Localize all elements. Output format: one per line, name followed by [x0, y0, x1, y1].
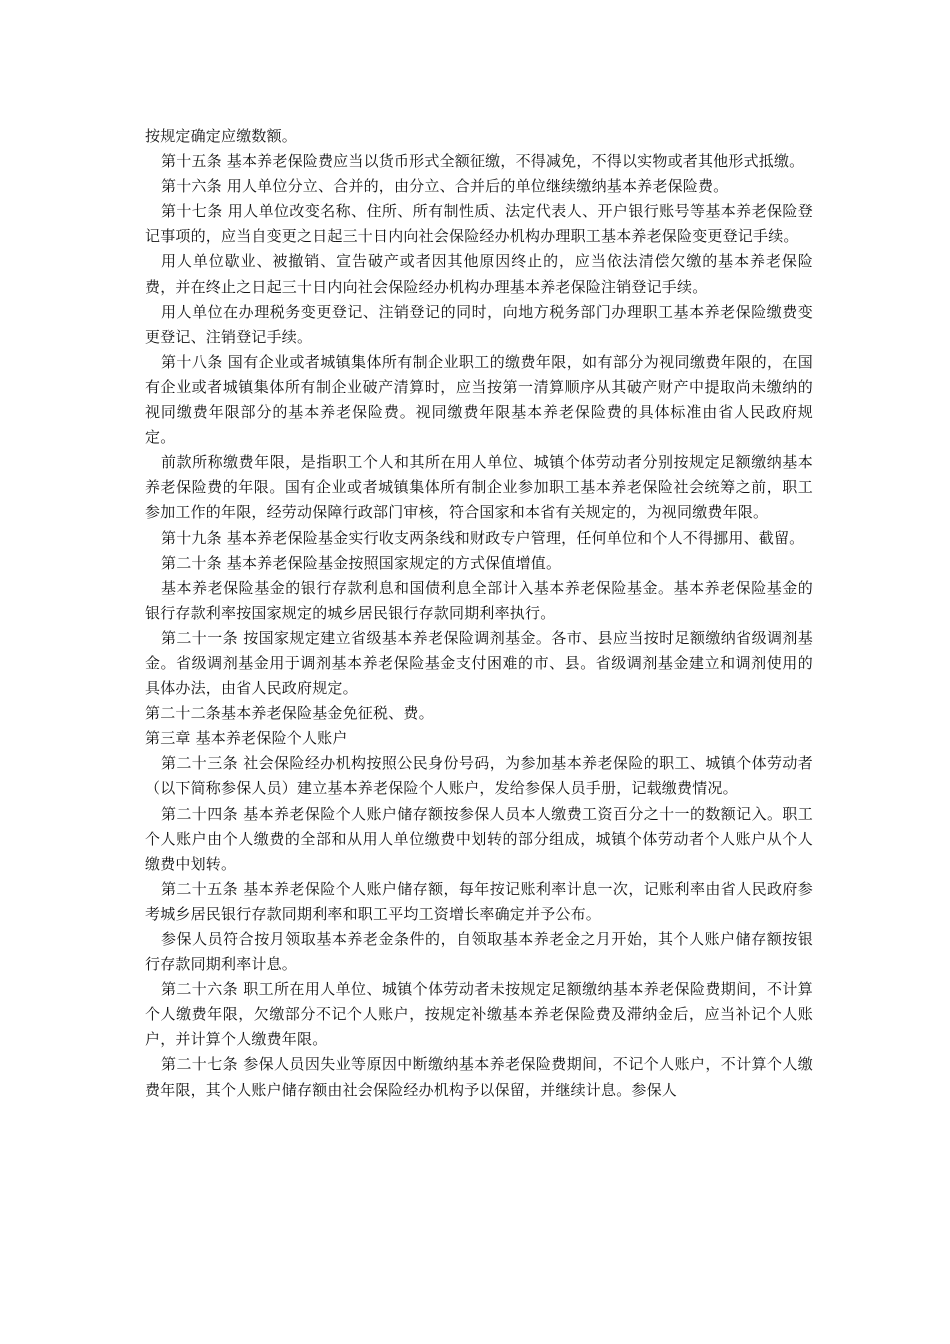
- article-16: 第十六条 用人单位分立、合并的，由分立、合并后的单位继续缴纳基本养老保险费。: [161, 177, 729, 196]
- article-27: 第二十七条 参保人员因失业等原因中断缴纳基本养老保险费期间，不记个人账户，不计算个人缴费年限，其个人账户储存额由社会保险经办机构予以保留，并继续计息。参保人: [145, 1055, 813, 1099]
- chapter-3-heading: 第三章 基本养老保险个人账户: [145, 729, 348, 748]
- article-19: 第十九条 基本养老保险基金实行收支两条线和财政专户管理，任何单位和个人不得挪用、截留。: [161, 528, 805, 547]
- article-17: 第十七条 用人单位改变名称、住所、所有制性质、法定代表人、开户银行账号等基本养老保险登记事项的，应当自变更之日起三十日内向社会保险经办机构办理职工基本养老保险变更登记手续。: [145, 202, 813, 246]
- article-18-para-2: 前款所称缴费年限，是指职工个人和其所在用人单位、城镇个体劳动者分别按规定足额缴纳基本养老保险费的年限。国有企业或者城镇集体所有制企业参加职工基本养老保险社会统筹之前，职工参加工作的年限，经劳动保障行政部门审核，符合国家和本省有关规定的，为视同缴费年限。: [145, 453, 813, 522]
- article-25-para-2: 参保人员符合按月领取基本养老金条件的，自领取基本养老金之月开始，其个人账户储存额按银行存款同期利率计息。: [145, 930, 813, 974]
- article-15: 第十五条 基本养老保险费应当以货币形式全额征缴，不得减免，不得以实物或者其他形式抵缴。: [161, 152, 805, 171]
- article-17-para-3: 用人单位在办理税务变更登记、注销登记的同时，向地方税务部门办理职工基本养老保险缴费变更登记、注销登记手续。: [145, 302, 813, 346]
- paragraph-continuation: 按规定确定应缴数额。: [145, 127, 298, 145]
- article-18: 第十八条 国有企业或者城镇集体所有制企业职工的缴费年限，如有部分为视同缴费年限的，在国有企业或者城镇集体所有制企业破产清算时，应当按第一清算顺序从其破产财产中提取尚未缴纳的视同缴费年限部分的基本养老保险费。视同缴费年限基本养老保险费的具体标准由省人民政府规定。: [145, 352, 813, 447]
- article-20-para-2: 基本养老保险基金的银行存款利息和国债利息全部计入基本养老保险基金。基本养老保险基金的银行存款利率按国家规定的城乡居民银行存款同期利率执行。: [145, 578, 813, 622]
- article-23: 第二十三条 社会保险经办机构按照公民身份号码，为参加基本养老保险的职工、城镇个体劳动者（以下简称参保人员）建立基本养老保险个人账户，发给参保人员手册，记载缴费情况。: [145, 754, 813, 798]
- document-page: [145, 124, 813, 1103]
- article-20: 第二十条 基本养老保险基金按照国家规定的方式保值增值。: [161, 553, 562, 572]
- article-26: 第二十六条 职工所在用人单位、城镇个体劳动者未按规定足额缴纳基本养老保险费期间，不计算个人缴费年限，欠缴部分不记个人账户，按规定补缴基本养老保险费及滞纳金后，应当补记个人账户，并计算个人缴费年限。: [145, 980, 813, 1049]
- article-24: 第二十四条 基本养老保险个人账户储存额按参保人员本人缴费工资百分之十一的数额记入。职工个人账户由个人缴费的全部和从用人单位缴费中划转的部分组成，城镇个体劳动者个人账户从个人缴费中划转。: [145, 804, 813, 873]
- article-25: 第二十五条 基本养老保险个人账户储存额，每年按记账利率计息一次，记账利率由省人民政府参考城乡居民银行存款同期利率和职工平均工资增长率确定并予公布。: [145, 879, 813, 923]
- article-17-para-2: 用人单位歇业、被撤销、宣告破产或者因其他原因终止的，应当依法清偿欠缴的基本养老保险费，并在终止之日起三十日内向社会保险经办机构办理基本养老保险注销登记手续。: [145, 252, 813, 296]
- article-22: 第二十二条基本养老保险基金免征税、费。: [145, 704, 434, 723]
- article-21: 第二十一条 按国家规定建立省级基本养老保险调剂基金。各市、县应当按时足额缴纳省级调剂基金。省级调剂基金用于调剂基本养老保险基金支付困难的市、县。省级调剂基金建立和调剂使用的具体办法，由省人民政府规定。: [145, 628, 813, 698]
